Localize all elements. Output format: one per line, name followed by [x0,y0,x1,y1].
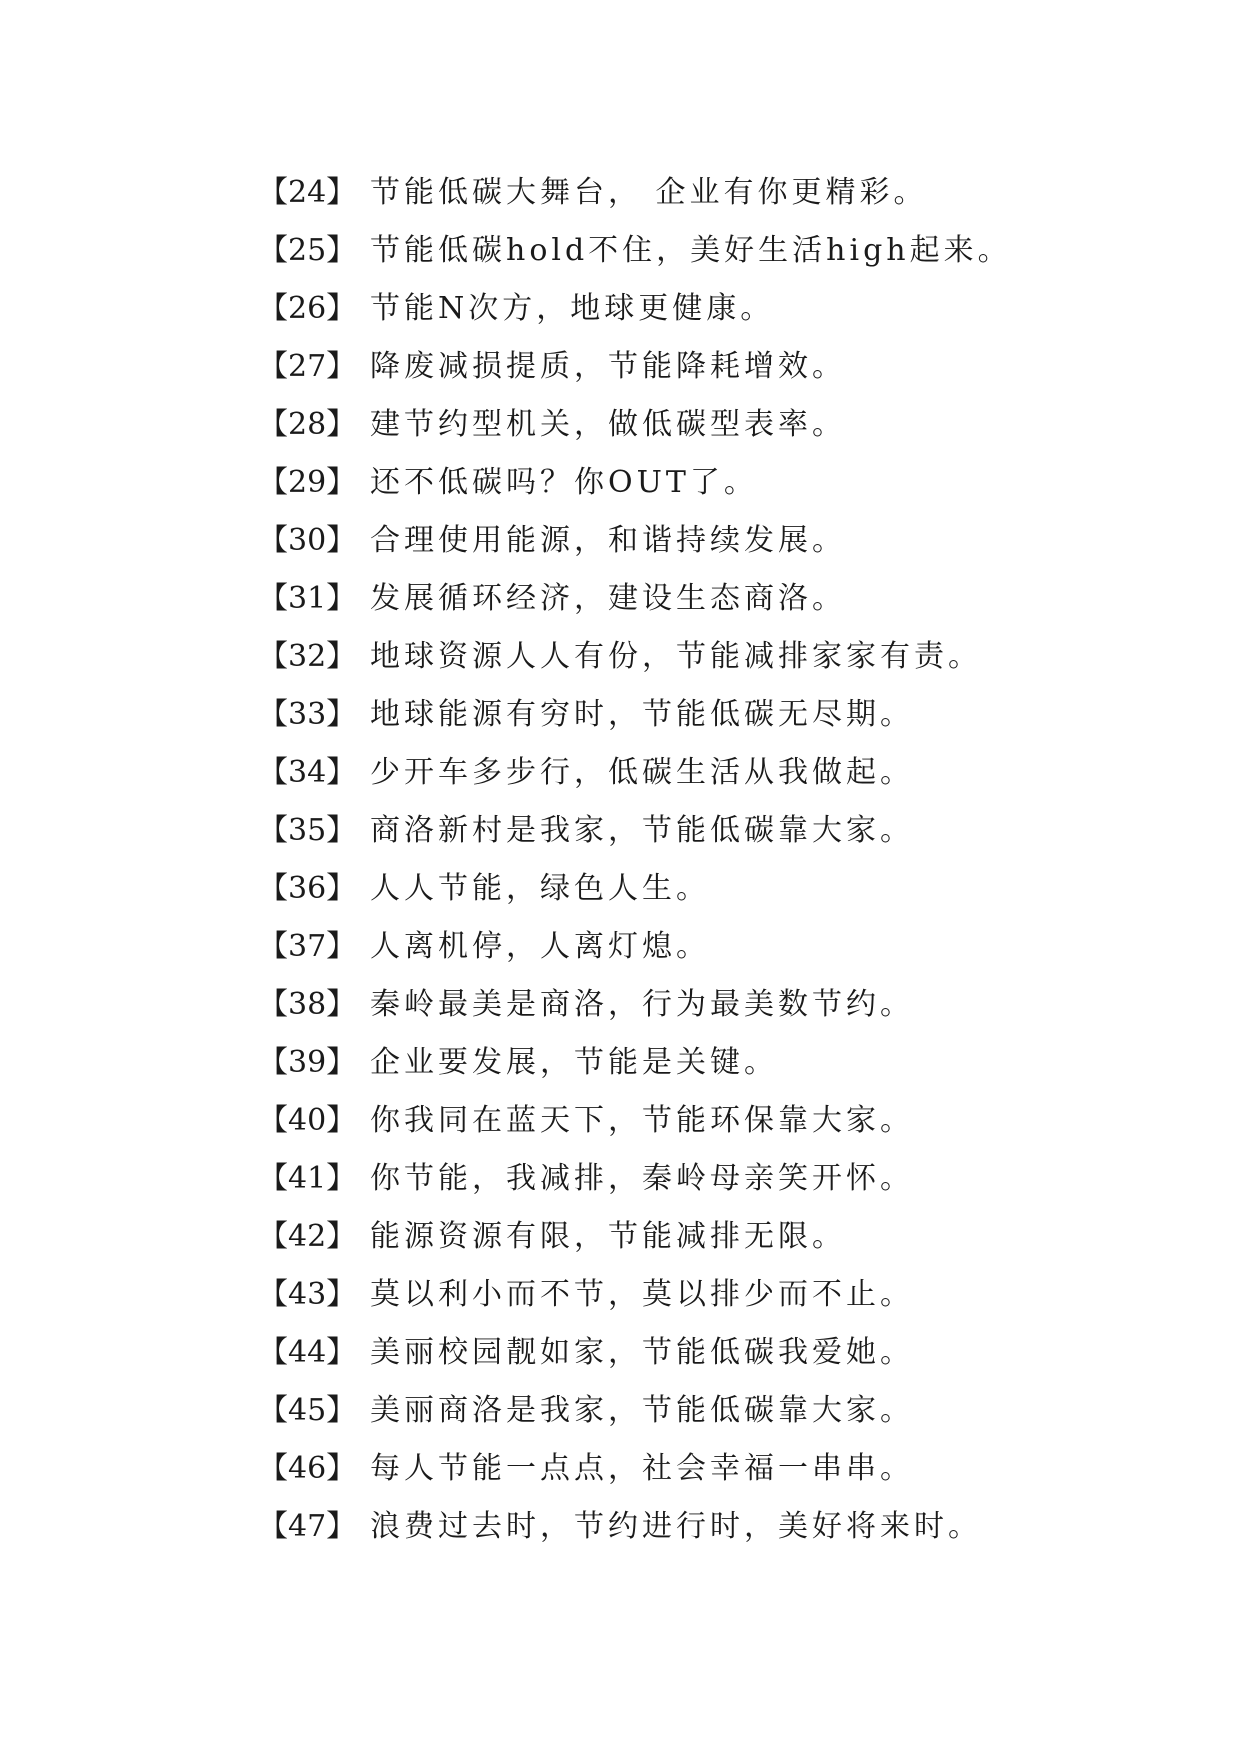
list-item [258,624,1012,682]
list-item [258,276,1012,334]
list-item [258,1262,1012,1320]
item-number: 【38】 [258,987,357,1022]
item-number: 【30】 [258,523,357,558]
list-item [258,914,1012,972]
item-text: 你节能，我减排，秦岭母亲笑开怀。 [370,1161,914,1196]
item-text: 每人节能一点点，社会幸福一串串。 [370,1451,914,1486]
item-text: 节能低碳hold不住，美好生活high起来。 [370,233,1012,268]
item-text: 秦岭最美是商洛，行为最美数节约。 [370,987,914,1022]
item-number: 【36】 [258,871,357,906]
list-item [258,392,1012,450]
list-item [258,1436,1012,1494]
list-item [258,1030,1012,1088]
item-text: 人人节能，绿色人生。 [370,871,710,906]
item-number: 【40】 [258,1103,357,1138]
item-text: 建节约型机关，做低碳型表率。 [370,407,846,442]
item-number: 【37】 [258,929,357,964]
item-text: 商洛新村是我家，节能低碳靠大家。 [370,813,914,848]
item-text: 还不低碳吗？你OUT了。 [370,465,758,500]
list-item [258,334,1012,392]
item-number: 【41】 [258,1161,357,1196]
item-number: 【45】 [258,1393,357,1428]
list-item [258,218,1012,276]
list-item [258,740,1012,798]
list-item [258,160,1012,218]
item-text: 发展循环经济，建设生态商洛。 [370,581,846,616]
item-text: 莫以利小而不节，莫以排少而不止。 [370,1277,914,1312]
item-number: 【28】 [258,407,357,442]
item-number: 【32】 [258,639,357,674]
item-number: 【47】 [258,1509,357,1544]
list-item [258,1088,1012,1146]
item-number: 【35】 [258,813,357,848]
item-number: 【43】 [258,1277,357,1312]
item-text: 能源资源有限，节能减排无限。 [370,1219,846,1254]
item-number: 【25】 [258,233,357,268]
list-item [258,856,1012,914]
slogan-list [258,160,1012,1552]
list-item [258,798,1012,856]
item-number: 【27】 [258,349,357,384]
item-number: 【33】 [258,697,357,732]
item-number: 【29】 [258,465,357,500]
list-item [258,1146,1012,1204]
list-item [258,1204,1012,1262]
item-text: 降废减损提质，节能降耗增效。 [370,349,846,384]
item-text: 浪费过去时，节约进行时，美好将来时。 [370,1509,982,1544]
item-number: 【24】 [258,175,357,210]
item-text: 地球资源人人有份，节能减排家家有责。 [370,639,982,674]
item-number: 【44】 [258,1335,357,1370]
list-item [258,972,1012,1030]
item-number: 【34】 [258,755,357,790]
item-text: 你我同在蓝天下，节能环保靠大家。 [370,1103,914,1138]
item-text: 美丽商洛是我家，节能低碳靠大家。 [370,1393,914,1428]
item-text: 企业要发展，节能是关键。 [370,1045,778,1080]
list-item [258,508,1012,566]
list-item [258,1494,1012,1552]
item-number: 【42】 [258,1219,357,1254]
item-text: 美丽校园靓如家，节能低碳我爱她。 [370,1335,914,1370]
list-item [258,682,1012,740]
item-number: 【46】 [258,1451,357,1486]
list-item [258,1378,1012,1436]
item-text: 少开车多步行，低碳生活从我做起。 [370,755,914,790]
list-item [258,1320,1012,1378]
item-text: 节能低碳大舞台， 企业有你更精彩。 [370,175,928,210]
item-number: 【31】 [258,581,357,616]
list-item [258,566,1012,624]
item-text: 合理使用能源，和谐持续发展。 [370,523,846,558]
item-number: 【26】 [258,291,357,326]
item-text: 地球能源有穷时，节能低碳无尽期。 [370,697,914,732]
item-text: 人离机停，人离灯熄。 [370,929,710,964]
item-number: 【39】 [258,1045,357,1080]
list-item [258,450,1012,508]
item-text: 节能N次方，地球更健康。 [370,291,775,326]
